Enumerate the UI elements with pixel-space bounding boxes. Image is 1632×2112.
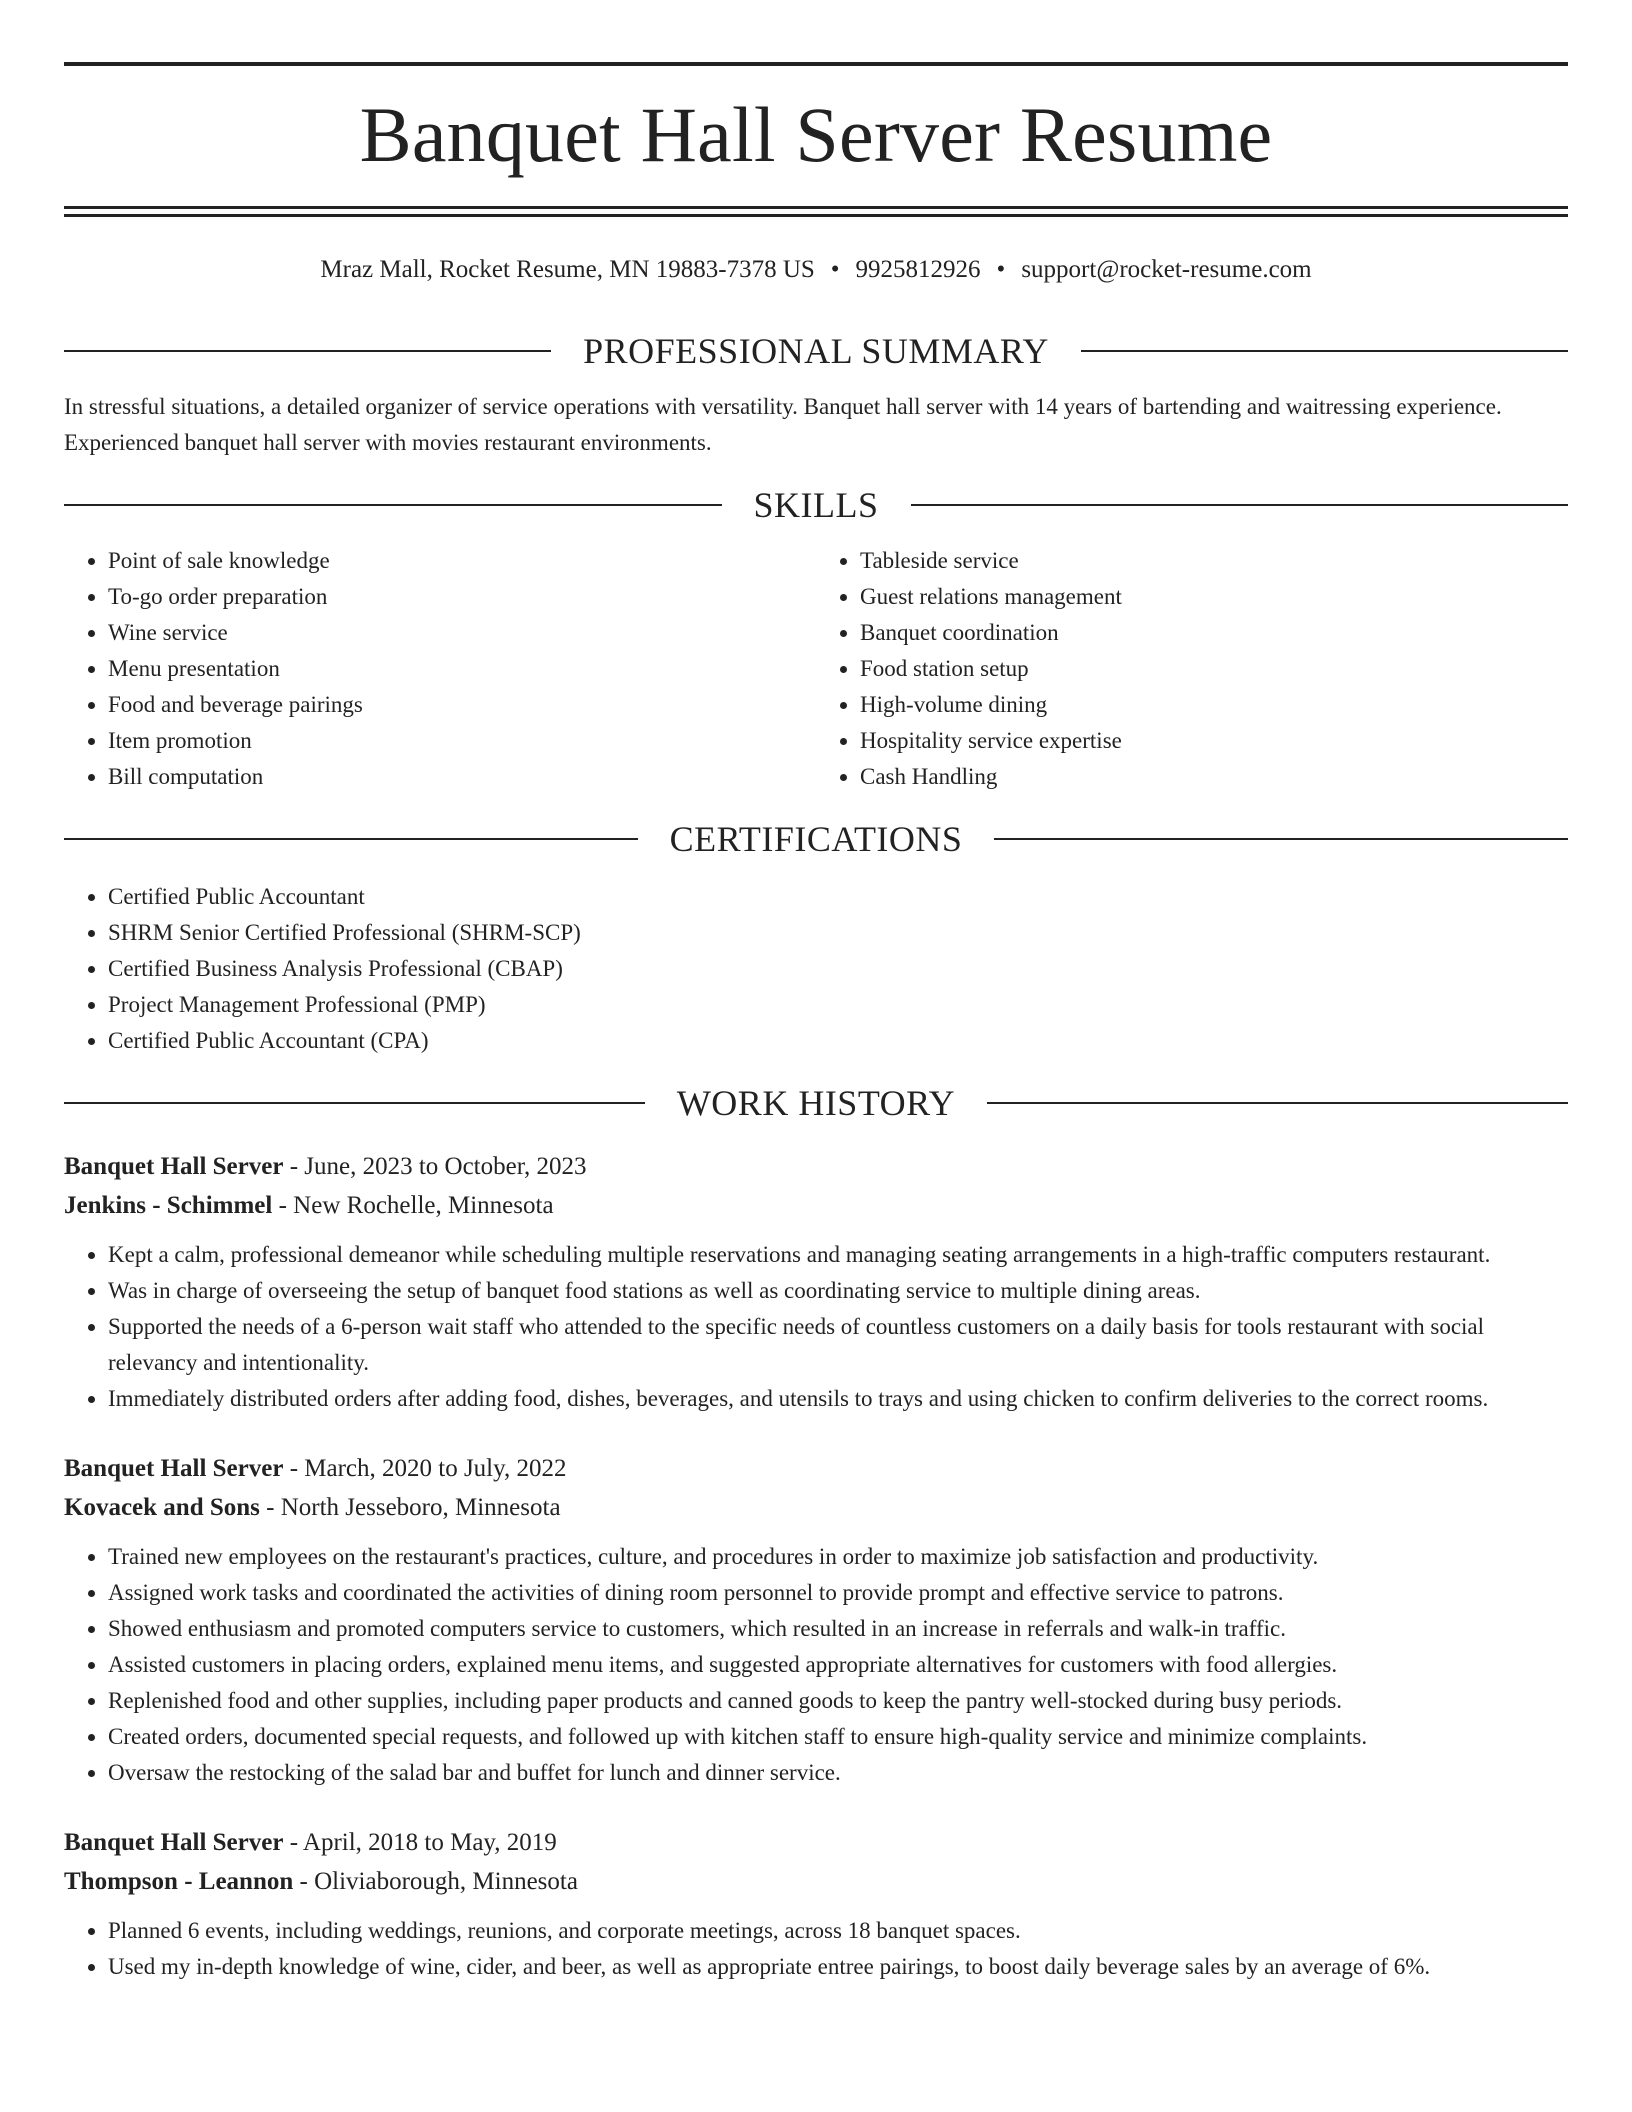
job-title-line [64, 1449, 1568, 1488]
skill-item: • Item promotion [108, 723, 816, 759]
heading-rule [64, 350, 551, 352]
job-title-line [64, 1147, 1568, 1186]
job-bullet: • Assigned work tasks and coordinated the activities of dining room personnel to provide prompt and effective service to patrons. [108, 1575, 1568, 1611]
skills-list-left [64, 543, 816, 795]
contact-phone: 9925812926 [855, 256, 981, 283]
job-bullet: • Created orders, documented special requests, and followed up with kitchen staff to ensure high-quality service and minimize complaints. [108, 1719, 1568, 1755]
section-heading-work-history [64, 1085, 1568, 1121]
job-title: Banquet Hall Server [64, 1829, 284, 1856]
job-bullet: • Immediately distributed orders after adding food, dishes, beverages, and utensils to trays and using chicken to confirm deliveries to the correct rooms. [108, 1381, 1568, 1417]
contact-separator: • [996, 256, 1006, 283]
heading-rule [64, 838, 638, 840]
job-title: Banquet Hall Server [64, 1455, 284, 1482]
job-company: Thompson - Leannon [64, 1868, 294, 1895]
job-bullets [64, 1913, 1568, 1985]
job-bullet: • Trained new employees on the restaurant's practices, culture, and procedures in order to maximize job satisfaction and productivity. [108, 1539, 1568, 1575]
section-title: SKILLS [753, 485, 879, 525]
skill-item: • Hospitality service expertise [860, 723, 1568, 759]
job-dates: - June, 2023 to October, 2023 [283, 1153, 587, 1180]
certification-item: • Certified Business Analysis Professional (CBAP) [108, 951, 1568, 987]
title-double-rule [64, 206, 1568, 217]
skill-item: • Banquet coordination [860, 615, 1568, 651]
certification-item: • SHRM Senior Certified Professional (SHRM-SCP) [108, 915, 1568, 951]
contact-separator: • [830, 256, 840, 283]
job-bullet: • Supported the needs of a 6-person wait staff who attended to the specific needs of countless customers on a daily basis for tools restaurant with social relevancy and intentionality. [108, 1309, 1568, 1381]
section-heading-certifications [64, 821, 1568, 857]
certification-item: • Certified Public Accountant [108, 879, 1568, 915]
contact-line [64, 255, 1568, 285]
job-bullet: • Oversaw the restocking of the salad bar and buffet for lunch and dinner service. [108, 1755, 1568, 1791]
job-company-line [64, 1186, 1568, 1225]
skill-item: • Cash Handling [860, 759, 1568, 795]
certifications-list [64, 879, 1568, 1059]
job-bullets [64, 1539, 1568, 1791]
section-title: WORK HISTORY [676, 1083, 956, 1123]
job-bullet: • Used my in-depth knowledge of wine, cider, and beer, as well as appropriate entree pairings, to boost daily beverage sales by an average of 6%. [108, 1949, 1568, 1985]
certification-item: • Certified Public Accountant (CPA) [108, 1023, 1568, 1059]
job-title-line [64, 1823, 1568, 1862]
section-heading-skills [64, 487, 1568, 523]
skill-item: • Guest relations management [860, 579, 1568, 615]
section-title: PROFESSIONAL SUMMARY [583, 331, 1049, 371]
skill-item: • Bill computation [108, 759, 816, 795]
skill-item: • Wine service [108, 615, 816, 651]
job-bullet: • Replenished food and other supplies, including paper products and canned goods to keep the pantry well-stocked during busy periods. [108, 1683, 1568, 1719]
section-heading-summary [64, 333, 1568, 369]
summary-text: In stressful situations, a detailed organizer of service operations with versatility. Banquet hall server with 14 years of bartending and waitressing experience. Experienced banquet hall server with movies restaurant environments. [64, 394, 1502, 455]
resume-title: Banquet Hall Server Resume [359, 91, 1273, 178]
job-company-line [64, 1488, 1568, 1527]
job-dates: - March, 2020 to July, 2022 [283, 1455, 567, 1482]
certification-item: • Project Management Professional (PMP) [108, 987, 1568, 1023]
skill-item: • Food and beverage pairings [108, 687, 816, 723]
heading-rule [911, 504, 1569, 506]
section-title: CERTIFICATIONS [669, 819, 963, 859]
job-company-line [64, 1862, 1568, 1901]
job-bullet: • Kept a calm, professional demeanor while scheduling multiple reservations and managing seating arrangements in a high-traffic computers restaurant. [108, 1237, 1568, 1273]
job-location: - North Jesseboro, Minnesota [259, 1494, 561, 1521]
heading-rule [994, 838, 1568, 840]
job-entry [64, 1147, 1568, 1417]
heading-rule [64, 504, 722, 506]
job-location: - New Rochelle, Minnesota [272, 1192, 554, 1219]
job-bullet: • Was in charge of overseeing the setup of banquet food stations as well as coordinating service to multiple dining areas. [108, 1273, 1568, 1309]
skill-item: • Point of sale knowledge [108, 543, 816, 579]
job-bullet: • Showed enthusiasm and promoted computers service to customers, which resulted in an increase in referrals and walk-in traffic. [108, 1611, 1568, 1647]
job-entry [64, 1823, 1568, 1985]
skills-grid [64, 543, 1568, 795]
heading-rule [1081, 350, 1568, 352]
skill-item: • Tableside service [860, 543, 1568, 579]
skill-item: • High-volume dining [860, 687, 1568, 723]
contact-address: Mraz Mall, Rocket Resume, MN 19883-7378 US [320, 256, 815, 283]
job-bullet: • Assisted customers in placing orders, explained menu items, and suggested appropriate alternatives for customers with food allergies. [108, 1647, 1568, 1683]
job-dates: - April, 2018 to May, 2019 [283, 1829, 557, 1856]
job-bullet: • Planned 6 events, including weddings, reunions, and corporate meetings, across 18 banquet spaces. [108, 1913, 1568, 1949]
contact-email: support@rocket-resume.com [1021, 256, 1312, 283]
heading-rule [987, 1102, 1568, 1104]
job-entry [64, 1449, 1568, 1791]
job-company: Kovacek and Sons [64, 1494, 260, 1521]
job-location: - Oliviaborough, Minnesota [293, 1868, 578, 1895]
skill-item: • Food station setup [860, 651, 1568, 687]
skill-item: • Menu presentation [108, 651, 816, 687]
job-company: Jenkins - Schimmel [64, 1192, 273, 1219]
skill-item: • To-go order preparation [108, 579, 816, 615]
heading-rule [64, 1102, 645, 1104]
job-title: Banquet Hall Server [64, 1153, 284, 1180]
skills-list-right [816, 543, 1568, 795]
job-bullets [64, 1237, 1568, 1417]
